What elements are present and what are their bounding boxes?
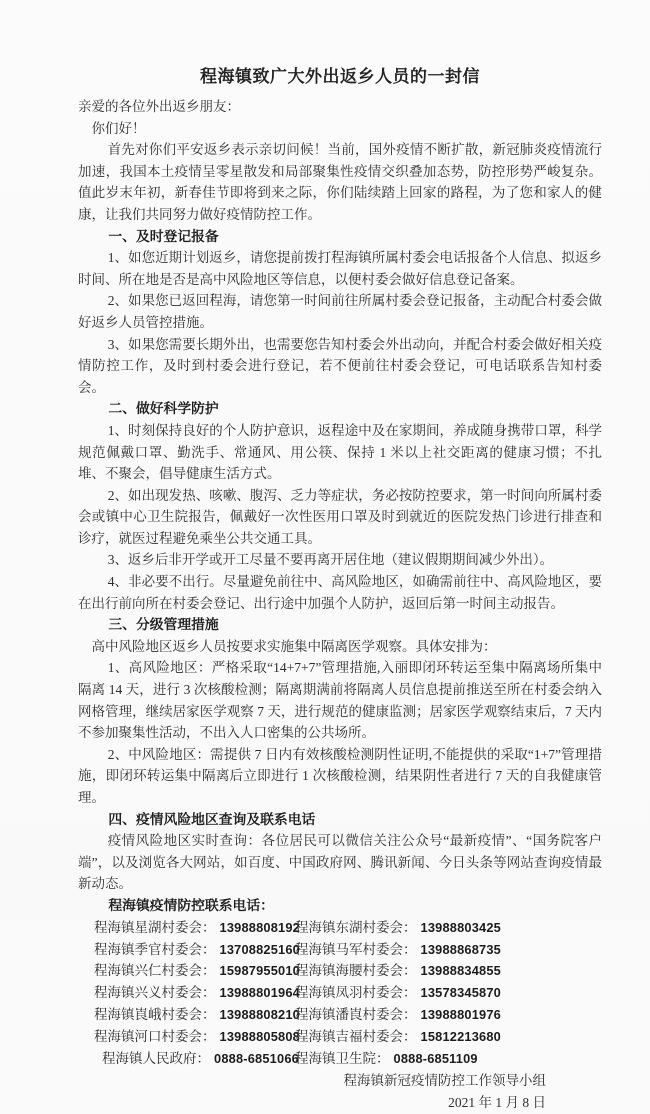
greeting: 你们好！ <box>91 120 146 136</box>
contact-left <box>78 982 300 1004</box>
contact-left <box>78 939 300 961</box>
contact-row <box>78 917 602 939</box>
salutation: 亲爱的各位外出返乡朋友： <box>78 99 240 114</box>
contact-phone: 0888-6851066 <box>214 1050 299 1066</box>
contact-right <box>295 960 602 982</box>
contact-name: 程海镇卫生院： <box>295 1050 390 1066</box>
contact-row <box>78 1026 602 1048</box>
contact-name: 程海镇星湖村委会： <box>94 919 216 935</box>
section-1-heading: 一、及时登记报备 <box>108 228 219 244</box>
section-2-heading: 二、做好科学防护 <box>108 401 219 417</box>
section-3-heading: 三、分级管理措施 <box>108 617 219 633</box>
contact-phone: 0888-6851109 <box>393 1050 478 1066</box>
section-4-heading: 四、疫情风险地区查询及联系电话 <box>108 811 316 827</box>
contact-name: 程海镇兴义村委会： <box>94 985 216 1001</box>
signature-date: 2021 年 1 月 8 日 <box>448 1095 546 1111</box>
contact-phone: 13988805808 <box>219 1028 300 1044</box>
contact-phone: 13988868735 <box>420 941 501 957</box>
contacts-heading: 程海镇疫情防控联系电话： <box>108 897 274 913</box>
signature-block <box>78 1070 602 1114</box>
contact-name: 程海镇人民政府： <box>102 1050 210 1066</box>
contact-name: 程海镇崀峨村委会： <box>94 1006 216 1022</box>
intro-paragraph: 首先对你们平安返乡表示亲切问候！当前，国外疫情不断扩散，新冠肺炎疫情流行加速，我国本土疫情呈零星散发和局部聚集性疫情交织叠加态势，防控形势严峻复杂。值此岁末年初，新春佳节即将到来之际，你们陆续踏上回家的路程，为了您和家人的健康，让我们共同努力做好疫情防控工作。 <box>78 142 602 222</box>
contact-phone: 13988801964 <box>219 985 300 1001</box>
contact-right <box>295 1026 602 1048</box>
contact-phone: 13708825160 <box>219 941 300 957</box>
section-1-paragraph-2: 2、如果您已返回程海，请您第一时间前往所属村委会登记报备，主动配合村委会做好返乡人员管控措施。 <box>78 293 602 330</box>
contact-name: 程海镇凤羽村委会： <box>295 985 417 1001</box>
contact-name: 程海镇东湖村委会： <box>295 919 417 935</box>
contact-phone: 13988808210 <box>219 1006 300 1022</box>
contact-name: 程海镇海腰村委会： <box>295 963 417 979</box>
contact-right <box>295 939 602 961</box>
section-2-paragraph-2: 2、如出现发热、咳嗽、腹泻、乏力等症状，务必按防控要求，第一时间向所属村委会或镇中心卫生院报告，佩戴好一次性医用口罩及时到就近的医院发热门诊进行排查和诊疗，就医过程避免乘坐公共交通工具。 <box>78 487 602 546</box>
contact-name: 程海镇季官村委会： <box>94 941 216 957</box>
contact-right <box>295 1004 602 1026</box>
contact-name: 程海镇马军村委会： <box>295 941 417 957</box>
contact-row <box>78 1004 602 1026</box>
contact-left <box>78 1026 300 1048</box>
contact-phone: 13988801976 <box>420 1006 501 1022</box>
contact-row <box>78 1048 602 1070</box>
contact-phone: 13988803425 <box>420 919 501 935</box>
contact-row <box>78 939 602 961</box>
contact-right <box>295 917 602 939</box>
doc-title: 程海镇致广大外出返乡人员的一封信 <box>200 67 480 86</box>
contact-right <box>295 1048 602 1070</box>
section-4-paragraph-1: 疫情风险地区实时查询：各位居民可以微信关注公众号“最新疫情”、“国务院客户端”，以及浏览各大网站，如百度、中国政府网、腾讯新闻、今日头条等网站查询疫情最新动态。 <box>78 833 602 892</box>
contact-name: 程海镇潘崀村委会： <box>295 1006 417 1022</box>
contact-phone: 13578345870 <box>420 985 501 1001</box>
contact-left <box>78 1048 299 1070</box>
contact-right <box>295 982 602 1004</box>
contact-left <box>78 917 300 939</box>
contact-name: 程海镇兴仁村委会： <box>94 963 216 979</box>
contact-left <box>78 960 300 982</box>
section-1-paragraph-1: 1、如您近期计划返乡，请您提前拨打程海镇所属村委会电话报备个人信息、拟返乡时间、所在地是否是高中风险地区等信息，以便村委会做好信息登记备案。 <box>78 250 602 287</box>
contact-left <box>78 1004 300 1026</box>
contact-row <box>78 960 602 982</box>
section-3-paragraph-2: 2、中风险地区：需提供 7 日内有效核酸检测阴性证明,不能提供的采取“1+7”管理措施，即闭环转运集中隔离后立即进行 1 次核酸检测，结果阴性者进行 7 天的自我健康管理。 <box>78 746 602 805</box>
contact-name: 程海镇河口村委会： <box>94 1028 216 1044</box>
signature-org: 程海镇新冠疫情防控工作领导小组 <box>343 1073 546 1089</box>
section-1-paragraph-3: 3、如果您需要长期外出，也需要您告知村委会外出动向，并配合村委会做好相关疫情防控工作，及时到村委会进行登记，若不便前往村委会登记，可电话联系告知村委会。 <box>78 336 602 395</box>
contact-phone: 13988808192 <box>219 919 300 935</box>
contact-row <box>78 982 602 1004</box>
contact-name: 程海镇吉福村委会： <box>295 1028 417 1044</box>
section-3-paragraph-1: 1、高风险地区：严格采取“14+7+7”管理措施,入丽即闭环转运至集中隔离场所集中隔离 14 天，进行 3 次核酸检测；隔离期满前将隔离人员信息提前推送至所在村委会纳入网格管理，继续居家医学观察 7 天，进行规范的健康监测；居家医学观察结束后，7 天内不参加聚集性活动，不出入人口密集的公共场所。 <box>78 660 602 741</box>
contact-phone: 15987955010 <box>219 963 300 979</box>
section-3-lead: 高中风险地区返乡人员按要求实施集中隔离医学观察。具体安排为： <box>91 638 497 654</box>
contact-phone: 15812213680 <box>420 1028 501 1044</box>
section-2-paragraph-1: 1、时刻保持良好的个人防护意识，返程途中及在家期间，养成随身携带口罩，科学规范佩戴口罩、勤洗手、常通风、用公筷、保持 1 米以上社交距离的健康习惯；不扎堆、不聚会，倡导健康生活方式。 <box>78 422 602 482</box>
contact-phone: 13988834855 <box>420 963 501 979</box>
section-2-paragraph-4: 4、非必要不出行。尽量避免前往中、高风险地区，如确需前往中、高风险地区，要在出行前向所在村委会登记、出行途中加强个人防护，返回后第一时间主动报告。 <box>78 574 602 611</box>
section-2-paragraph-3: 3、返乡后非开学或开工尽量不要再离开居住地（建议假期期间减少外出）。 <box>107 552 554 568</box>
